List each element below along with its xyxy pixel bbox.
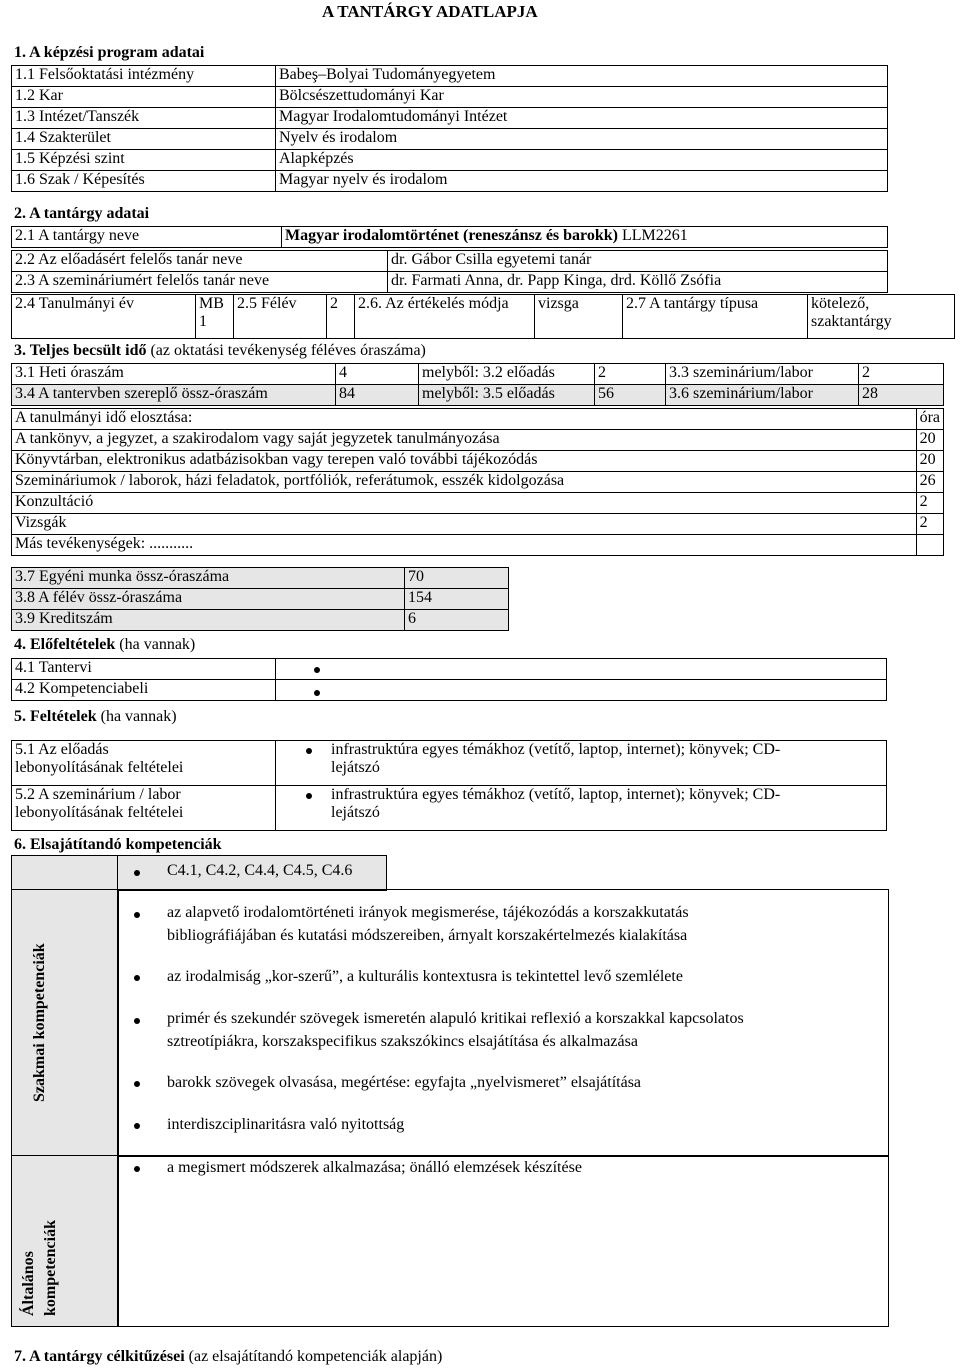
summary-label: 3.8 A félév össz-óraszáma [12,589,405,610]
conditions-table [11,740,887,831]
competences-block [11,855,887,1325]
condition-label [12,786,276,831]
table-row [12,680,887,701]
course-name-value [282,227,888,248]
competence-codes: C4.1, C4.2, C4.4, C4.5, C4.6 [167,862,353,879]
prerequisite-label: 4.2 Kompetenciabeli [12,680,276,701]
hours-table [11,363,944,406]
seminar-teacher-label: 2.3 A szemináriumért felelős tanár neve [12,272,388,293]
row-label: 1.6 Szak / Képesítés [12,171,276,192]
table-row [12,741,887,786]
table-row [12,108,888,129]
total-lecture-label: melyből: 3.5 előadás [419,385,595,406]
codes-left-cell [11,855,119,891]
course-type-label: 2.7 A tantárgy típusa [623,295,808,339]
condition-label [12,741,276,786]
weekly-hours-value: 4 [336,364,419,385]
prerequisite-value [276,680,887,701]
professional-label-cell [11,889,119,1157]
section-5-heading-bold: 5. Feltételek [14,708,97,725]
distribution-item-value: 2 [916,493,943,514]
table-row [12,610,509,631]
weekly-lecture-value: 2 [595,364,666,385]
section-3-heading-bold: 3. Teljes becsült idő [14,342,147,359]
section-1-heading: 1. A képzési program adatai [14,44,205,61]
table-row [12,87,888,108]
competence-item-line-2: sztreotípiákra, korszakspecifikus szakszókincs elsajátítása és alkalmazása [167,1033,638,1050]
study-year-number: 1 [199,313,207,331]
condition-value-line-1: infrastruktúra egyes témákhoz (vetítő, laptop, internet); könyvek; CD- [331,741,781,758]
competence-item-line-1: barokk szövegek olvasása, megértése: egyfajta „nyelvismeret” elsajátítása [167,1074,642,1091]
table-row [12,659,887,680]
semester-value: 2 [327,295,355,339]
table-row [12,430,944,451]
summary-label: 3.9 Kreditszám [12,610,405,631]
section-6-heading: 6. Elsajátítandó kompetenciák [14,836,222,853]
condition-label-line-2: lebonyolításának feltételei [15,759,184,777]
time-distribution-table [11,408,944,556]
table-row [12,129,888,150]
section-2-heading: 2. A tantárgy adatai [14,205,150,222]
distribution-item-value: 26 [916,472,943,493]
table-row [12,364,944,385]
bullet-icon [134,975,140,981]
row-label: 1.4 Szakterület [12,129,276,150]
table-row [12,150,888,171]
competence-item-line-1: az irodalmiság „kor-szerű”, a kulturális kontextusra is tekintettel levő szemlélete [167,968,683,985]
summary-label: 3.7 Egyéni munka össz-óraszáma [12,568,405,589]
bullet-icon [134,870,140,876]
bullet-icon [134,1018,140,1024]
distribution-item-value: 2 [916,514,943,535]
lecturer-label: 2.2 Az előadásért felelős tanár neve [12,251,388,272]
section-3-heading-rest: (az oktatási tevékenység féléves óraszáma) [146,342,426,359]
table-row [12,251,888,272]
condition-value-line-2: lejátszó [331,804,380,822]
prerequisite-value [276,659,887,680]
row-label: 1.1 Felsőoktatási intézmény [12,66,276,87]
bullet-icon [134,1123,140,1129]
table-row [12,409,944,430]
semester-label: 2.5 Félév [234,295,327,339]
table-row [12,568,509,589]
course-code: LLM2261 [618,227,688,244]
distribution-item-label: A tankönyv, a jegyzet, a szakirodalom vagy saját jegyzetek tanulmányozása [12,430,917,451]
total-lecture-value: 56 [595,385,666,406]
table-row [12,272,888,293]
evaluation-value: vizsga [535,295,623,339]
document-title: A TANTÁRGY ADATLAPJA [322,2,538,21]
table-row [12,786,887,831]
summary-hours-table [11,567,509,631]
summary-value: 70 [405,568,509,589]
row-label: 1.2 Kar [12,87,276,108]
section-7-heading-rest: (az elsajátítandó kompetenciák alapján) [184,1348,443,1365]
seminar-teacher-value: dr. Farmati Anna, dr. Papp Kinga, drd. Köllő Zsófia [388,272,888,293]
distribution-item-label: Vizsgák [12,514,917,535]
total-seminar-label: 3.6 szeminárium/labor [666,385,859,406]
course-name-label: 2.1 A tantárgy neve [12,227,282,248]
section-7-heading-bold: 7. A tantárgy célkitűzései [14,1348,185,1365]
condition-value [276,741,887,786]
table-row [12,451,944,472]
section-5-heading-rest: (ha vannak) [96,708,177,725]
prerequisite-label: 4.1 Tantervi [12,659,276,680]
competence-item-line-1: a megismert módszerek alkalmazása; önálló elemzések készítése [167,1159,582,1176]
summary-value: 154 [405,589,509,610]
program-data-table [11,65,888,192]
table-row [12,227,888,248]
course-type-line-2: szaktantárgy [811,313,892,331]
table-row [12,66,888,87]
section-4-heading [14,636,195,654]
row-value: Babeş–Bolyai Tudományegyetem [276,66,888,87]
total-seminar-value: 28 [859,385,944,406]
bullet-icon [134,1081,140,1087]
section-5-heading [14,708,177,726]
table-row [12,589,509,610]
professional-items-cell [117,889,889,1157]
bullet-icon [314,690,320,696]
professional-competences-label: Szakmai kompetenciák [31,943,48,1103]
bullet-icon [306,748,312,754]
competence-item-line-1: az alapvető irodalomtörténeti irányok megismerése, tájékozódás a korszakkutatás [167,904,689,921]
distribution-item-label: Szemináriumok / laborok, házi feladatok, portfóliók, referátumok, esszék kidolgozása [12,472,917,493]
row-value: Magyar nyelv és irodalom [276,171,888,192]
competence-item-line-1: primér és szekundér szövegek ismeretén alapuló kritikai reflexió a korszakkal kapcsolatos [167,1010,744,1027]
study-year-value [196,295,234,339]
weekly-lecture-label: melyből: 3.2 előadás [419,364,595,385]
course-meta-table [11,294,955,339]
bullet-icon [306,793,312,799]
condition-label-line-2: lebonyolításának feltételei [15,804,184,822]
table-row [12,514,944,535]
row-value: Alapképzés [276,150,888,171]
general-items-cell [117,1155,889,1327]
section-7-heading [14,1348,442,1366]
section-4-heading-bold: 4. Előfeltételek [14,636,116,653]
competence-item-line-1: interdiszciplinaritásra való nyitottság [167,1116,405,1133]
bullet-icon [134,1166,140,1172]
distribution-item-label: Konzultáció [12,493,917,514]
summary-value: 6 [405,610,509,631]
distribution-item-label: Könyvtárban, elektronikus adatbázisokban vagy terepen való további tájékozódás [12,451,917,472]
study-year-label: 2.4 Tanulmányi év [12,295,196,339]
table-row [12,171,888,192]
distribution-item-value: 20 [916,451,943,472]
condition-value-line-1: infrastruktúra egyes témákhoz (vetítő, laptop, internet); könyvek; CD- [331,786,781,803]
competence-item-line-2: bibliográfiájában és kutatási módszereiben, árnyalt korszakértelmezés kialakítása [167,927,688,944]
codes-cell [117,855,387,891]
table-row [12,493,944,514]
bullet-icon [134,912,140,918]
table-row [12,472,944,493]
row-label: 1.5 Képzési szint [12,150,276,171]
bullet-icon [314,667,320,673]
distribution-label: A tanulmányi idő elosztása: [12,409,917,430]
lecturer-value: dr. Gábor Csilla egyetemi tanár [388,251,888,272]
distribution-item-value [916,535,943,556]
course-name-title: Magyar irodalomtörténet (reneszánsz és barokk) [285,227,618,244]
course-data-table [11,226,888,248]
row-value: Magyar Irodalomtudományi Intézet [276,108,888,129]
condition-value [276,786,887,831]
condition-label-line-1: 5.1 Az előadás [15,741,109,758]
prerequisites-table [11,658,887,701]
table-row [12,295,955,339]
weekly-hours-label: 3.1 Heti óraszám [12,364,336,385]
general-label-cell [11,1155,119,1327]
condition-label-line-1: 5.2 A szeminárium / labor [15,786,181,803]
row-value: Bölcsészettudományi Kar [276,87,888,108]
general-competences-label-2: kompetenciák [42,1220,59,1316]
distribution-item-value: 20 [916,430,943,451]
evaluation-label: 2.6. Az értékelés módja [355,295,535,339]
row-value: Nyelv és irodalom [276,129,888,150]
section-4-heading-rest: (ha vannak) [115,636,196,653]
distribution-item-label: Más tevékenységek: ........... [12,535,917,556]
table-row [12,535,944,556]
row-label: 1.3 Intézet/Tanszék [12,108,276,129]
course-type-value [808,295,955,339]
condition-value-line-2: lejátszó [331,759,380,777]
table-row [12,385,944,406]
general-competences-label-1: Általános [20,1251,37,1316]
weekly-seminar-label: 3.3 szeminárium/labor [666,364,859,385]
course-type-line-1: kötelező, [811,295,870,312]
total-hours-label: 3.4 A tantervben szereplő össz-óraszám [12,385,336,406]
distribution-unit: óra [916,409,943,430]
section-3-heading [14,342,426,360]
weekly-seminar-value: 2 [859,364,944,385]
study-year-level: MB [199,295,224,312]
total-hours-value: 84 [336,385,419,406]
teachers-table [11,250,888,293]
